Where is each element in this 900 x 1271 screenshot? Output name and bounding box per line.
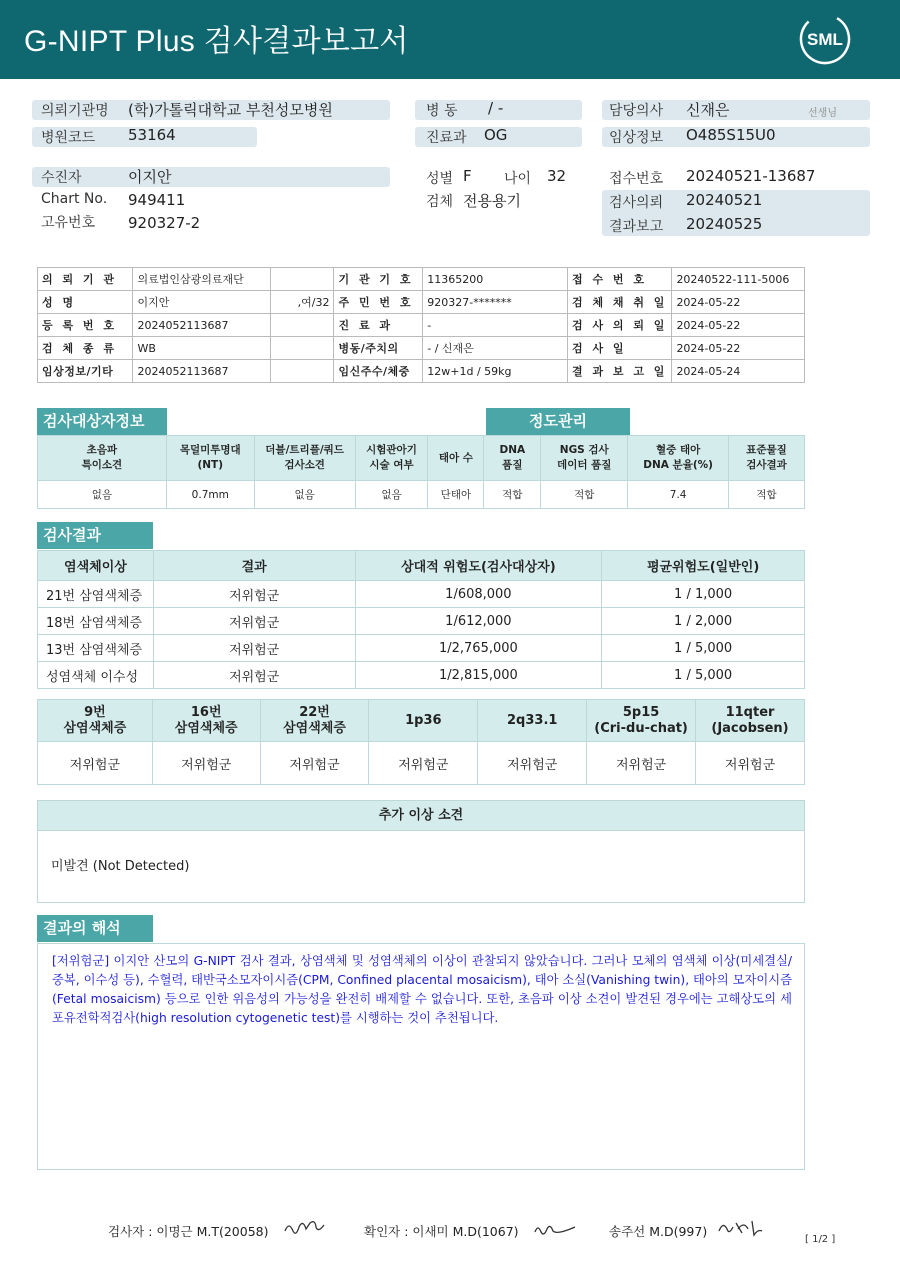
ward-value: / - (488, 99, 504, 117)
receipt-label: 접수번호 (609, 171, 664, 187)
table-row: 의 뢰 기 관 의료법인삼광의료재단 기 관 기 호 11365200 접 수 번 호 20240522-111-5006 (38, 268, 805, 291)
institution-value: (학)가톨릭대학교 부천성모병원 (128, 101, 333, 119)
confirmer-signature-mark (533, 1220, 577, 1238)
results-tab: 검사결과 (37, 522, 153, 549)
dept-value: OG (484, 126, 508, 144)
extended-results-table (37, 699, 805, 785)
table-row: 21번 삼염색체증 저위험군 1/608,000 1 / 1,000 (38, 581, 805, 608)
age-value: 32 (547, 167, 567, 185)
third-signature: 송주선 M.D(997) (609, 1224, 708, 1239)
report-label: 결과보고 (609, 219, 664, 235)
additional-findings-text: 미발견 (Not Detected) (51, 859, 190, 874)
report-title: G-NIPT Plus 검사결과보고서 (24, 25, 409, 58)
table-row: 성염색체 이수성 저위험군 1/2,815,000 1 / 5,000 (38, 662, 805, 689)
request-value: 20240521 (686, 191, 763, 209)
hospital-code-label: 병원코드 (41, 130, 96, 146)
doctor-suffix: 선생님 (808, 108, 837, 119)
confirmer-signature: 확인자 : 이새미 M.D(1067) (364, 1224, 519, 1239)
table-header-row: 9번 삼염색체증 16번 삼염색체증 22번 삼염색체증 1p36 2q33.1 5p15 (Cri-du-chat) 11qter (Jacobsen) (38, 700, 805, 742)
hospital-code-value: 53164 (128, 126, 176, 144)
additional-findings-title: 추가 이상 소견 (38, 801, 804, 831)
specimen-label: 검체 (426, 194, 454, 210)
table-row: 저위험군 저위험군 저위험군 저위험군 저위험군 저위험군 저위험군 (38, 742, 805, 785)
doctor-value: 신재은 (686, 101, 730, 119)
table-row: 13번 삼염색체증 저위험군 1/2,765,000 1 / 5,000 (38, 635, 805, 662)
subject-info-table (37, 435, 805, 509)
patient-value: 이지안 (128, 168, 172, 186)
interpretation-text: [저위험군] 이지안 산모의 G-NIPT 검사 결과, 상염색체 및 성염색체의 이상이 관찰되지 않았습니다. 그러나 모체의 염색체 이상(미세결실/중복, 이수성 등), 수혈력, 태반국소모자이시즘(CPM, Confined placental mosaicism), 태아 소실(Vanishing twin), 태아의 모자이시즘(Fetal mosaicism) 등으로 인한 위음성의 가능성을 완전히 배제할 수 없습니다. 또한, 초음파 이상 소견이 발견된 경우에는 고해상도의 세포유전학적검사(high resolution cytogenetic test)를 시행하는 것이 추천됩니다. (37, 943, 805, 1170)
page-number: [ 1/2 ] (805, 1234, 836, 1245)
sml-logo (798, 12, 852, 66)
report-header (0, 0, 900, 79)
patient-field (32, 167, 390, 187)
chart-label: Chart No. (41, 191, 108, 207)
sex-value: F (463, 167, 472, 185)
request-label: 검사의뢰 (609, 195, 664, 211)
age-label: 나이 (504, 171, 532, 187)
table-row: 검 체 종 류 WB 병동/주치의 - / 신재은 검 사 일 2024-05-22 (38, 337, 805, 360)
dept-label: 진료과 (426, 130, 467, 146)
third-signature-mark (716, 1217, 766, 1239)
uid-label: 고유번호 (41, 215, 96, 231)
quality-control-tab: 정도관리 (486, 408, 630, 435)
table-row: 없음 0.7mm 없음 없음 단태아 적합 적합 7.4 적합 (38, 481, 805, 509)
table-row: 임상정보/기타 2024052113687 임신주수/체중 12w+1d / 59kg 결 과 보 고 일 2024-05-24 (38, 360, 805, 383)
interpretation-tab: 결과의 해석 (37, 915, 153, 942)
table-header-row: 초음파 특이소견 목덜미투명대 (NT) 더블/트리플/쿼드 검사소견 시험관아기 시술 여부 태아 수 DNA 품질 NGS 검사 데이터 품질 혈중 태아 DNA 분율(%) 표준물질 검사결과 (38, 436, 805, 481)
clinical-label: 임상정보 (609, 130, 664, 146)
tester-signature: 검사자 : 이명근 M.T(20058) (108, 1224, 269, 1239)
chart-value: 949411 (128, 191, 186, 209)
receipt-value: 20240521-13687 (686, 167, 816, 185)
logo-text: SML (807, 30, 843, 49)
table-header-row: 염색체이상 결과 상대적 위험도(검사대상자) 평균위험도(일반인) (38, 551, 805, 581)
clinical-value: O485S15U0 (686, 126, 776, 144)
table-row: 성 명 이지안 ,여/32 주 민 번 호 920327-******* 검 체 채 취 일 2024-05-22 (38, 291, 805, 314)
results-table (37, 550, 805, 689)
patient-label: 수진자 (41, 170, 82, 186)
institution-label: 의뢰기관명 (41, 103, 109, 119)
tester-signature-mark (282, 1219, 328, 1239)
doctor-label: 담당의사 (609, 103, 664, 119)
table-row: 등 록 번 호 2024052113687 진 료 과 - 검 사 의 뢰 일 2024-05-22 (38, 314, 805, 337)
additional-findings-box (37, 800, 805, 903)
report-value: 20240525 (686, 215, 763, 233)
subject-info-tab: 검사대상자정보 (37, 408, 167, 435)
specimen-value: 전용용기 (463, 192, 521, 210)
uid-value: 920327-2 (128, 214, 201, 232)
table-row: 18번 삼염색체증 저위험군 1/612,000 1 / 2,000 (38, 608, 805, 635)
ward-label: 병 동 (426, 103, 458, 119)
lab-info-table (37, 267, 805, 383)
sex-label: 성별 (426, 171, 454, 187)
